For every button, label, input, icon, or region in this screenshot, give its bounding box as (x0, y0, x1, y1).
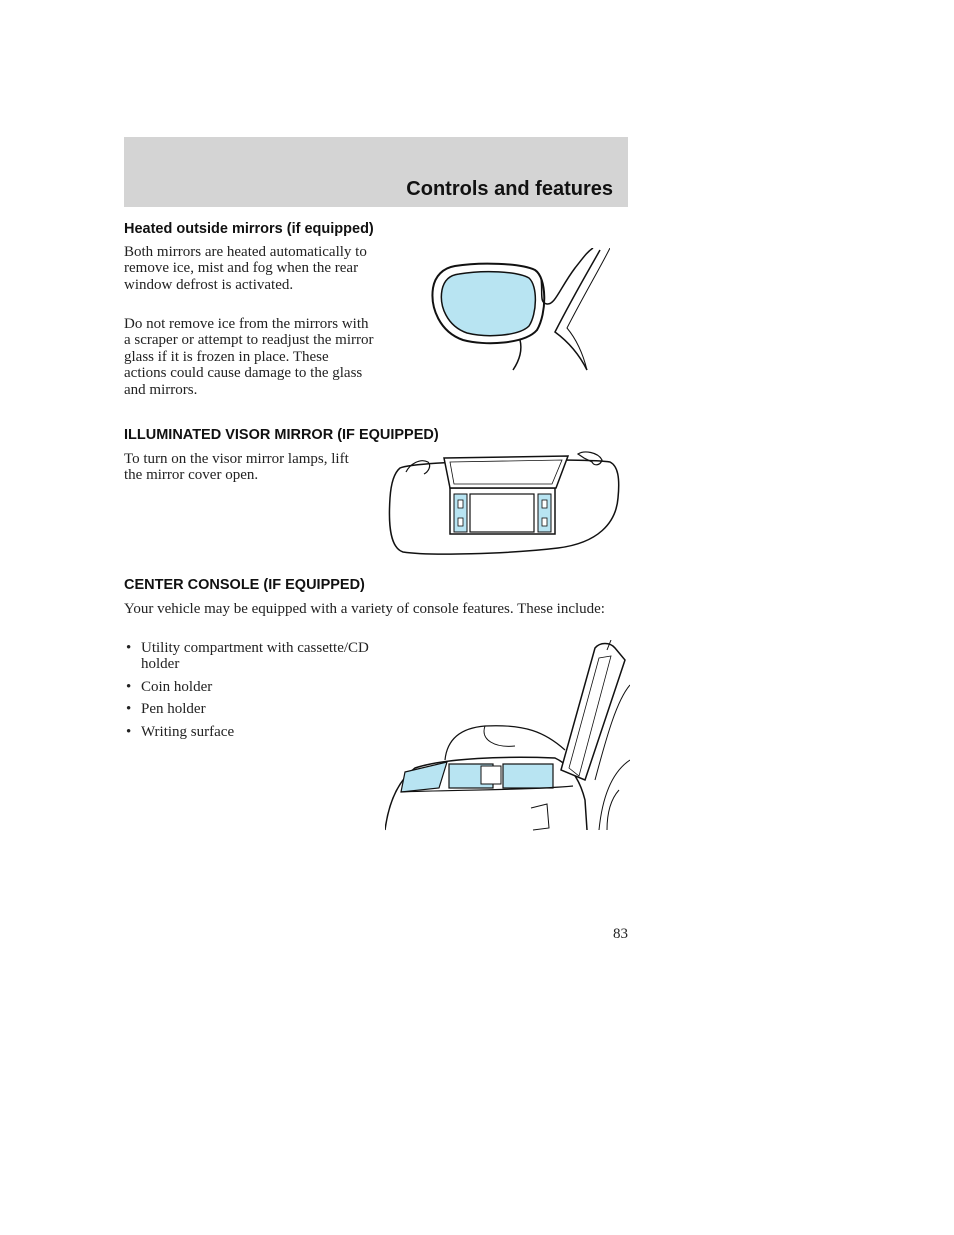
heated-mirror-illustration (425, 248, 610, 374)
center-console-illustration (385, 640, 630, 832)
heated-mirrors-paragraph-1: Both mirrors are heated automatically to remove ice, mist and fog when the rear window defrost is activated. (124, 244, 367, 293)
visor-mirror-illustration (388, 448, 620, 558)
list-item: • Pen holder (124, 701, 374, 717)
page-title: Controls and features (406, 178, 613, 200)
list-item: • Coin holder (124, 679, 374, 695)
visor-mirror-heading: ILLUMINATED VISOR MIRROR (IF EQUIPPED) (124, 427, 439, 443)
list-item: • Writing surface (124, 724, 374, 740)
console-features-list (124, 640, 374, 746)
page-number: 83 (613, 926, 628, 942)
header-band (124, 137, 628, 207)
center-console-paragraph: Your vehicle may be equipped with a variety of console features. These include: (124, 601, 605, 617)
visor-mirror-paragraph: To turn on the visor mirror lamps, lift the mirror cover open. (124, 451, 349, 484)
heated-mirrors-paragraph-2: Do not remove ice from the mirrors with a scraper or attempt to readjust the mirror glass if it is frozen in place. These actions could cause damage to the glass and mirrors. (124, 316, 374, 398)
center-console-heading: CENTER CONSOLE (IF EQUIPPED) (124, 577, 365, 593)
list-item: • Utility compartment with cassette/CD holder (124, 640, 374, 673)
heated-mirrors-heading: Heated outside mirrors (if equipped) (124, 221, 374, 237)
